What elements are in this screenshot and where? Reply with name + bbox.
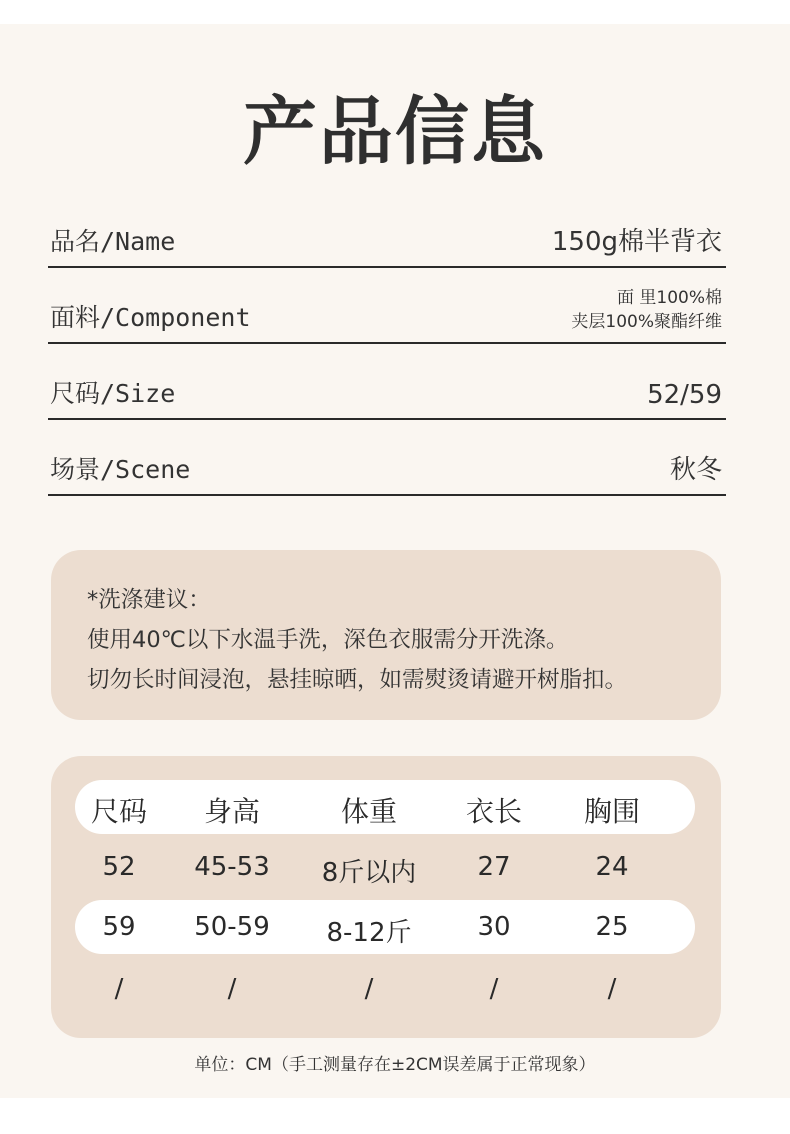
table-cell: 52 (102, 852, 136, 882)
table-cell: 24 (595, 852, 629, 882)
name-label: 品名/Name (50, 227, 176, 256)
size-value: 52/59 (647, 380, 722, 410)
info-row-scene (48, 438, 726, 496)
info-row-component (48, 286, 726, 344)
measurement-footnote: 单位：CM（手工测量存在±2CM误差属于正常现象） (194, 1055, 596, 1075)
header-height: 身高 (203, 795, 260, 828)
size-table-card (51, 756, 721, 1038)
info-row-name (48, 220, 726, 268)
scene-value: 秋冬 (669, 455, 722, 485)
table-cell: 25 (595, 912, 629, 942)
component-value (571, 286, 722, 334)
size-label: 尺码/Size (50, 379, 176, 408)
header-size: 尺码 (90, 795, 147, 828)
product-info-panel (0, 24, 790, 1098)
table-cell: / (114, 974, 124, 1004)
wash-instructions-card (51, 550, 721, 720)
component-value-line1: 面 里100%棉 (616, 288, 722, 308)
table-cell: 50-59 (194, 912, 270, 942)
table-cell: 27 (477, 852, 511, 882)
component-value-line2: 夹层100%聚酯纤维 (571, 312, 722, 332)
table-cell: / (607, 974, 617, 1004)
table-cell: 8斤以内 (321, 858, 417, 888)
header-weight: 体重 (340, 795, 397, 828)
table-cell: / (489, 974, 499, 1004)
header-length: 衣长 (465, 795, 522, 828)
wash-line-1: 使用40℃以下水温手洗，深色衣服需分开洗涤。 (87, 627, 569, 653)
name-value: 150g棉半背衣 (551, 227, 722, 257)
table-cell: 30 (477, 912, 511, 942)
table-cell: 8-12斤 (326, 918, 412, 948)
table-cell: 45-53 (194, 852, 270, 882)
wash-line-2: 切勿长时间浸泡，悬挂晾晒，如需熨烫请避开树脂扣。 (87, 667, 628, 693)
table-cell: / (364, 974, 374, 1004)
component-label: 面料/Component (50, 303, 251, 332)
table-cell: 59 (102, 912, 136, 942)
header-chest: 胸围 (583, 795, 640, 828)
page-title: 产品信息 (243, 89, 547, 175)
scene-label: 场景/Scene (50, 455, 191, 484)
wash-heading: *洗涤建议： (87, 587, 211, 613)
table-cell: / (227, 974, 237, 1004)
info-row-size (48, 362, 726, 420)
